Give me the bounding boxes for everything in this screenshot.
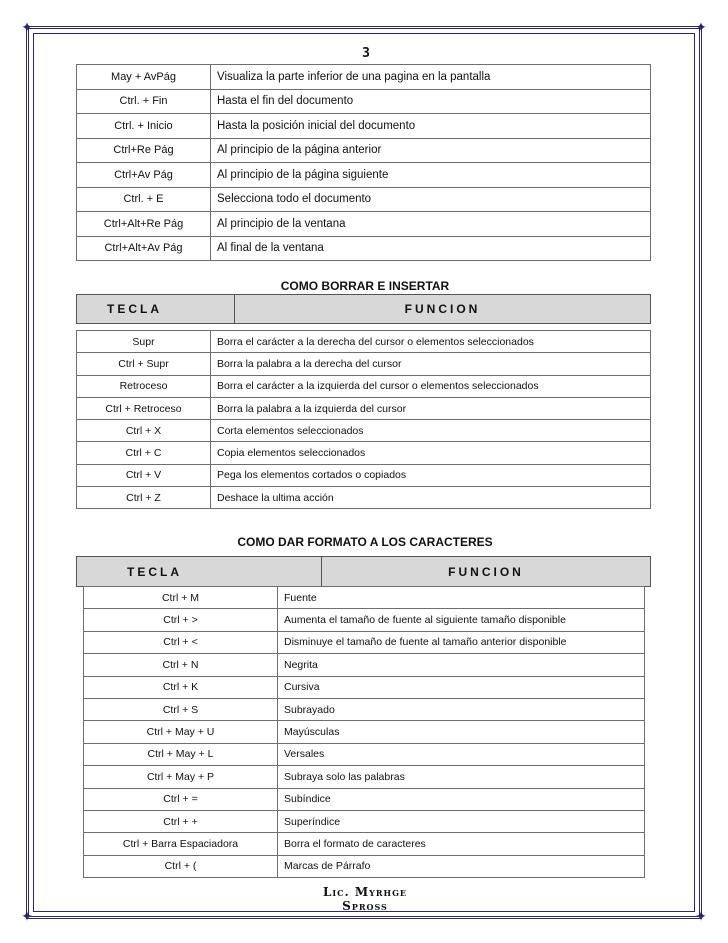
table-row <box>77 397 651 419</box>
table-row <box>77 138 651 163</box>
shortcut-key-cell: Ctrl+Re Pág <box>77 138 211 163</box>
shortcut-description-cell: Borra la palabra a la derecha del cursor <box>211 353 651 375</box>
shortcut-description-cell: Al principio de la ventana <box>211 212 651 237</box>
table-row <box>84 855 645 877</box>
shortcut-description-cell: Mayúsculas <box>278 721 645 743</box>
table-row <box>77 114 651 139</box>
shortcut-description-cell: Hasta el fin del documento <box>211 89 651 114</box>
table-row <box>77 212 651 237</box>
shortcut-description-cell: Subrayado <box>278 698 645 720</box>
formato-header-row <box>76 556 651 587</box>
table-row <box>84 721 645 743</box>
table-row <box>84 676 645 698</box>
header-tecla: TECLA <box>77 295 235 324</box>
table-row <box>77 420 651 442</box>
shortcut-description-cell: Al principio de la página siguiente <box>211 163 651 188</box>
shortcut-description-cell: Visualiza la parte inferior de una pagina en la pantalla <box>211 65 651 90</box>
shortcut-key-cell: Ctrl + Barra Espaciadora <box>84 833 278 855</box>
table-row <box>84 698 645 720</box>
formato-table <box>83 586 645 878</box>
shortcut-key-cell: Ctrl + V <box>77 464 211 486</box>
shortcut-description-cell: Versales <box>278 743 645 765</box>
shortcut-description-cell: Hasta la posición inicial del documento <box>211 114 651 139</box>
shortcut-description-cell: Subíndice <box>278 788 645 810</box>
shortcut-key-cell: Ctrl. + E <box>77 187 211 212</box>
corner-ornament-icon: ✦ <box>695 908 707 924</box>
table-row <box>77 487 651 509</box>
shortcut-description-cell: Deshace la ultima acción <box>211 487 651 509</box>
header-funcion: FUNCION <box>322 557 651 587</box>
shortcut-description-cell: Aumenta el tamaño de fuente al siguiente tamaño disponible <box>278 609 645 631</box>
table-row <box>84 609 645 631</box>
shortcut-description-cell: Negrita <box>278 654 645 676</box>
page-number: 3 <box>362 46 370 61</box>
shortcut-key-cell: Ctrl + May + P <box>84 766 278 788</box>
shortcut-key-cell: Ctrl + Z <box>77 487 211 509</box>
shortcut-key-cell: Ctrl + May + L <box>84 743 278 765</box>
shortcut-key-cell: Ctrl + May + U <box>84 721 278 743</box>
table-row <box>77 375 651 397</box>
shortcut-description-cell: Borra el formato de caracteres <box>278 833 645 855</box>
shortcut-description-cell: Selecciona todo el documento <box>211 187 651 212</box>
corner-ornament-icon: ✦ <box>695 19 707 35</box>
shortcut-key-cell: Supr <box>77 331 211 353</box>
shortcut-key-cell: Ctrl + Retroceso <box>77 397 211 419</box>
shortcut-key-cell: Ctrl+Alt+Av Pág <box>77 236 211 261</box>
table-row <box>84 788 645 810</box>
shortcut-description-cell: Disminuye el tamaño de fuente al tamaño anterior disponible <box>278 631 645 653</box>
table-row <box>84 654 645 676</box>
corner-ornament-icon: ✦ <box>21 908 33 924</box>
header-funcion: FUNCION <box>235 295 651 324</box>
table-row <box>77 464 651 486</box>
section-title-formato: COMO DAR FORMATO A LOS CARACTERES <box>237 535 493 549</box>
table-row <box>84 833 645 855</box>
shortcut-description-cell: Superíndice <box>278 810 645 832</box>
shortcut-key-cell: Ctrl+Av Pág <box>77 163 211 188</box>
shortcut-description-cell: Fuente <box>278 587 645 609</box>
table-row <box>77 163 651 188</box>
shortcut-key-cell: Ctrl + Supr <box>77 353 211 375</box>
section-title-borrar: COMO BORRAR E INSERTAR <box>280 279 450 293</box>
shortcut-description-cell: Copia elementos seleccionados <box>211 442 651 464</box>
shortcut-description-cell: Cursiva <box>278 676 645 698</box>
shortcut-description-cell: Subraya solo las palabras <box>278 766 645 788</box>
shortcut-key-cell: Ctrl + = <box>84 788 278 810</box>
shortcut-key-cell: Ctrl + + <box>84 810 278 832</box>
shortcut-key-cell: Ctrl + ( <box>84 855 278 877</box>
shortcut-key-cell: Ctrl. + Fin <box>77 89 211 114</box>
borrar-table <box>76 330 651 509</box>
table-row <box>84 810 645 832</box>
shortcut-key-cell: Ctrl+Alt+Re Pág <box>77 212 211 237</box>
shortcut-key-cell: May + AvPág <box>77 65 211 90</box>
table-row <box>77 353 651 375</box>
shortcut-description-cell: Al principio de la página anterior <box>211 138 651 163</box>
table-row <box>77 331 651 353</box>
shortcuts-table <box>76 64 651 261</box>
shortcut-description-cell: Corta elementos seleccionados <box>211 420 651 442</box>
shortcut-key-cell: Retroceso <box>77 375 211 397</box>
borrar-header-row <box>76 294 651 324</box>
shortcut-key-cell: Ctrl. + Inicio <box>77 114 211 139</box>
shortcut-key-cell: Ctrl + N <box>84 654 278 676</box>
shortcut-description-cell: Borra el carácter a la izquierda del cursor o elementos seleccionados <box>211 375 651 397</box>
shortcut-key-cell: Ctrl + S <box>84 698 278 720</box>
shortcut-description-cell: Borra la palabra a la izquierda del cursor <box>211 397 651 419</box>
shortcut-description-cell: Pega los elementos cortados o copiados <box>211 464 651 486</box>
shortcut-key-cell: Ctrl + M <box>84 587 278 609</box>
shortcut-key-cell: Ctrl + C <box>77 442 211 464</box>
table-row <box>77 89 651 114</box>
shortcut-description-cell: Borra el carácter a la derecha del cursor o elementos seleccionados <box>211 331 651 353</box>
table-row <box>77 65 651 90</box>
table-row <box>84 766 645 788</box>
shortcut-key-cell: Ctrl + < <box>84 631 278 653</box>
author-signature: Lic. Myrhge Spross <box>322 885 408 913</box>
shortcut-key-cell: Ctrl + K <box>84 676 278 698</box>
header-tecla: TECLA <box>77 557 322 587</box>
shortcut-key-cell: Ctrl + > <box>84 609 278 631</box>
table-row <box>84 587 645 609</box>
table-row <box>84 743 645 765</box>
shortcut-description-cell: Al final de la ventana <box>211 236 651 261</box>
corner-ornament-icon: ✦ <box>21 19 33 35</box>
table-row <box>77 236 651 261</box>
table-row <box>77 187 651 212</box>
shortcut-description-cell: Marcas de Párrafo <box>278 855 645 877</box>
shortcut-key-cell: Ctrl + X <box>77 420 211 442</box>
table-row <box>77 442 651 464</box>
table-row <box>84 631 645 653</box>
